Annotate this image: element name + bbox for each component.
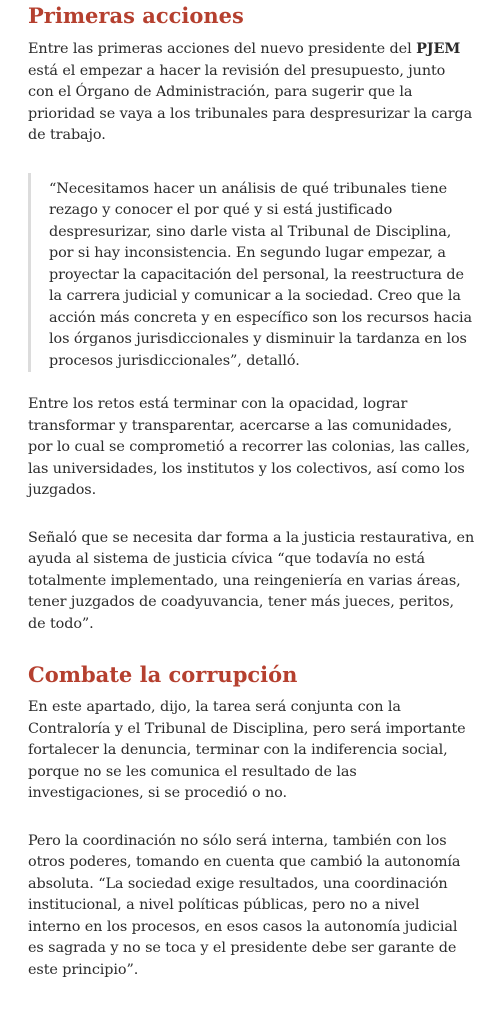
paragraph-intro-text-b: está el empezar a hacer la revisión del presupuesto, junto con el Órgano de Administración, para sugerir que la prioridad se vaya a los tribunales para despresurizar la carga de trabajo. <box>28 62 473 143</box>
paragraph-intro <box>28 38 475 147</box>
section-heading-primeras-acciones: Primeras acciones <box>28 3 244 28</box>
paragraph-intro-text-a: Entre las primeras acciones del nuevo presidente del <box>28 41 417 57</box>
section-heading-combate-corrupcion: Combate la corrupción <box>28 662 298 687</box>
pull-quote-text: “Necesitamos hacer un análisis de qué tribunales tiene rezago y conocer el por qué y si está justificado despresurizar, sino darle vista al Tribunal de Disciplina, por si hay inconsistencia. En segundo lugar empezar, a proyectar la capacitación del personal, la reestructura de la carrera judicial y comunicar a la sociedad. Creo que la acción más concreta y en específico son los recursos hacia los órganos jurisdiccionales y disminuir la tardanza en los procesos jurisdiccionales”, detalló. <box>49 180 472 369</box>
pjem-bold: PJEM <box>416 40 461 57</box>
paragraph-coordinacion: Pero la coordinación no sólo será interna, también con los otros poderes, tomando en cuenta que cambió la autonomía absoluta. “La sociedad exige resultados, una coordinación institucional, a nivel políticas públicas, pero no a nivel interno en los procesos, en esos casos la autonomía judicial es sagrada y no se toca y el presidente debe ser garante de este principio”. <box>28 832 461 978</box>
pull-quote <box>28 173 475 373</box>
paragraph-retos: Entre los retos está terminar con la opacidad, lograr transformar y transparentar, acercarse a las comunidades, por lo cual se comprometió a recorrer las colonias, las calles, las universidades, los institutos y los colectivos, así como los juzgados. <box>28 396 470 498</box>
paragraph-justicia: Señaló que se necesita dar forma a la justicia restaurativa, en ayuda al sistema de justicia cívica “que todavía no está totalmente implementado, una reingeniería en varias áreas, tener juzgados de coadyuvancia, tener más jueces, peritos, de todo”. <box>28 529 475 632</box>
paragraph-apartado: En este apartado, dijo, la tarea será conjunta con la Contraloría y el Tribunal de Disciplina, pero será importante fortalecer la denuncia, terminar con la indiferencia social, porque no se les comunica el resultado de las investigaciones, si se procedió o no. <box>28 699 466 801</box>
